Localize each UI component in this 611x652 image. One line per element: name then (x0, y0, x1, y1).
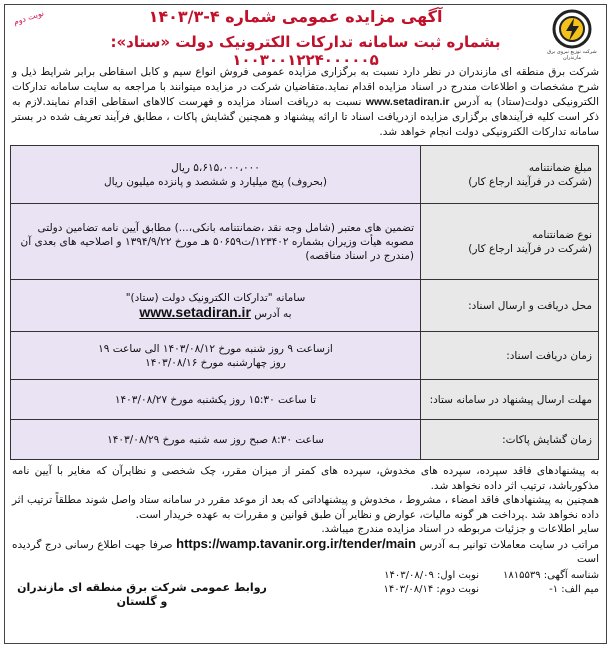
second-round-date: نوبت دوم: ۱۴۰۳/۰۸/۱۴ (383, 583, 479, 595)
note-3: سایر اطلاعات و جزئیات مربوطه در اسناد مزایده مندرج میباشد. (321, 523, 599, 535)
deposit-value: ۵،۶۱۵،۰۰۰،۰۰۰ ریال (171, 161, 260, 174)
place-value: سامانه "تدارکات الکترونیک دولت (ستاد)" (125, 291, 306, 304)
place-url-link[interactable]: www.setadiran.ir (139, 303, 251, 320)
place-prefix: به آدرس (254, 307, 292, 320)
note-4-text-b: صرفا جهت اطلاع رسانی درج گردیده است (12, 538, 599, 565)
table-row (11, 204, 599, 280)
footer-dates (349, 569, 479, 597)
place-label: محل دریافت و ارسال اسناد: (421, 280, 599, 332)
note-4 (12, 537, 599, 567)
note-4-text-a: مراتب در سایت معاملات توانیر بـه آدرس (419, 538, 599, 551)
intro-text-2: نسبت به دریافت اسناد مزایده و فهرست کالاهای اسقاطی اقدام نمایند.لازم به ذکر است کلیه فرآیندهای برگزاری مزایده ازدریافت اسناد تا ارائه پیشنهاد و همچنین گشایش پاکات ، مطابق فرآیند تعریف شده در بستر سامانه تدارکات الکترونیکی دولت انجام خواهد شد. (12, 96, 599, 138)
setadiran-link[interactable]: www.setadiran.ir (365, 96, 450, 108)
receive-value-1: ازساعت ۹ روز شنبه مورخ ۱۴۰۳/۰۸/۱۲ الی ساعت ۱۹ (98, 342, 333, 355)
round-label: نوبت دوم (12, 8, 45, 27)
intro-text-1: شرکت برق منطقه ای مازندران در نظر دارد نسبت به برگزاری مزایده عمومی فروش انواع سیم و کابل اسقاطی برابر شرایط ذیل و شرح مشخصات و اطلاعات مندرج در اسناد مزایده اقدام نماید.متقاضیان شرکت در مزایده میتوانند با مراجعه به سایت سامانه تدارکات الکترونیکی دولت(ستاد) به آدرس (12, 66, 599, 108)
receive-value-cell (11, 332, 421, 380)
ad-id-row: شناسه آگهی: ۱۸۱۵۵۳۹ (502, 569, 599, 581)
submit-label: مهلت ارسال پیشنهاد در سامانه ستاد: (421, 380, 599, 420)
receive-label: زمان دریافت اسناد: (421, 332, 599, 380)
first-round-date: نوبت اول: ۱۴۰۳/۰۸/۰۹ (384, 569, 479, 581)
open-label: زمان گشایش پاکات: (421, 420, 599, 460)
publisher-name: روابط عمومی شرکت برق منطقه ای مازندران و گلستان (17, 580, 267, 608)
ad-header (5, 5, 606, 69)
type-value: تضمین های معتبر (شامل وجه نقد ،ضمانتنامه بانکی،...) مطابق آیین نامه تضامین دولتی مصوبه هیأت وزیران بشماره ۱۲۳۴۰۲/ت۵۰۶۵۹ هـ مورخ ۱۳۹۴/۹/۲۲ و اصلاحیه های بعدی آن (مندرج در اسناد مناقصه) (11, 204, 421, 280)
open-value: ساعت ۸:۳۰ صبح روز سه شنبه مورخ ۱۴۰۳/۰۸/۲۹ (11, 420, 421, 460)
logo-caption: شرکت توزیع نیروی برق مازندران (547, 49, 597, 61)
ad-footer (12, 569, 599, 615)
deposit-value-cell (11, 146, 421, 204)
registration-number: بشماره ثبت سامانه تدارکات الکترونیک دولت «ستاد»: ۱۰۰۳۰۰۱۲۲۴۰۰۰۰۰۵ (110, 33, 501, 69)
auction-details-table (10, 145, 599, 460)
company-logo (544, 9, 600, 61)
notes-section (12, 464, 599, 567)
type-label: نوع ضمانتنامه (532, 228, 592, 241)
deposit-label: مبلغ ضمانتنامه (528, 161, 592, 174)
place-address-line (17, 305, 414, 321)
deposit-label-sub: (شرکت در فرآیند ارجاع کار) (468, 175, 592, 188)
type-label-cell (421, 204, 599, 280)
receive-value-2: روز چهارشنبه مورخ ۱۴۰۳/۰۸/۱۶ (145, 356, 286, 369)
deposit-words: (بحروف) پنج میلیارد و ششصد و پانزده میلیون ریال (104, 175, 327, 188)
item-row: میم الف: ۱- (549, 583, 599, 595)
ad-title: آگهی مزایده عمومی شماره ۴-۱۴۰۳/۳ (148, 7, 443, 26)
advertisement-page (4, 4, 607, 644)
footer-ids (499, 569, 599, 597)
table-row (11, 146, 599, 204)
tavanir-link[interactable]: https://wamp.tavanir.org.ir/tender/main (176, 535, 416, 551)
table-row (11, 380, 599, 420)
note-1: به پیشنهادهای فاقد سپرده، سپرده های مخدوش، سپرده های کمتر از میزان مقرر، چک شخصی و نظایرآن که مغایر با آیین نامه مذکورباشد، ترتیب اثر داده نخواهد شد. (12, 465, 599, 492)
submit-value: تا ساعت ۱۵:۳۰ روز یکشنبه مورخ ۱۴۰۳/۰۸/۲۷ (11, 380, 421, 420)
place-value-cell (11, 280, 421, 332)
type-label-sub: (شرکت در فرآیند ارجاع کار) (468, 242, 592, 255)
lightning-logo-icon (552, 9, 592, 49)
deposit-label-cell (421, 146, 599, 204)
table-row (11, 332, 599, 380)
table-row (11, 280, 599, 332)
intro-paragraph (12, 65, 599, 140)
note-2: همچنین به پیشنهادهای فاقد امضاء ، مشروط ، مخدوش و پیشنهاداتی که بعد از موعد مقرر در سامانه ستاد واصل شوند مطلقاً ترتیب اثر داده نخواهد شد .پرداخت هر گونه مالیات، عوارض و نظایر آن طبق قوانین و مقررات به عهده خریدار است. (12, 494, 599, 521)
table-row (11, 420, 599, 460)
